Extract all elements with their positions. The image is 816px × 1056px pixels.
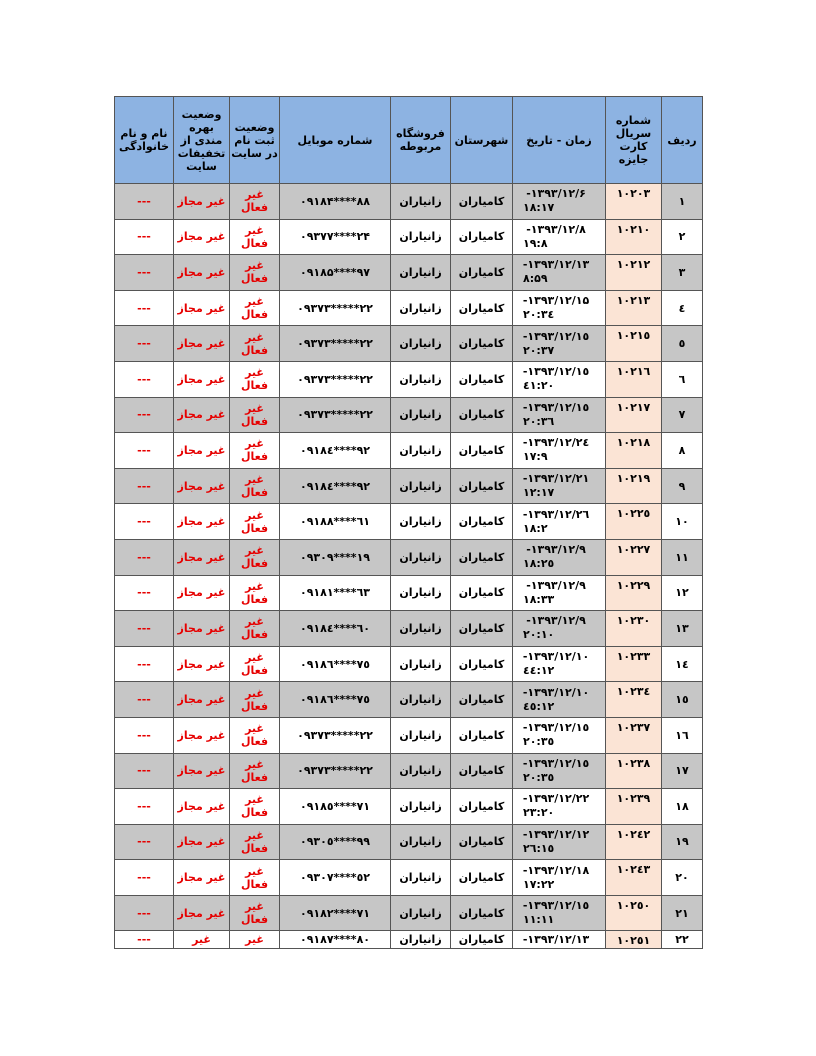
- store: زانیاران: [391, 539, 451, 575]
- discount-status: غیر مجاز: [174, 219, 230, 255]
- time: ۲۰:٤۱: [523, 379, 555, 393]
- discount-status: غیر مجاز: [174, 433, 230, 469]
- serial-number: ۱۰۲۱۰: [606, 219, 662, 255]
- serial-number: ۱۰۲۲٥: [606, 504, 662, 540]
- prize-card-table: [114, 96, 703, 949]
- date: ۱۳۹۳/۱۲/۱۵-: [522, 294, 590, 308]
- date-time: [513, 184, 606, 220]
- store: زانیاران: [391, 895, 451, 931]
- mobile-number: ۰۹۳۰۹****۱۹: [280, 539, 391, 575]
- mobile-number: ۰۹۳۷۳*****۲۲: [280, 397, 391, 433]
- row-number: ۱۰: [662, 504, 703, 540]
- full-name: ---: [115, 397, 174, 433]
- date: ۱۳۹۳/۱۲/۱۳-: [522, 932, 590, 946]
- table-row: [115, 789, 703, 825]
- row-number: ٦: [662, 361, 703, 397]
- serial-number: ۱۰۲٤۲: [606, 824, 662, 860]
- registration-status: غیر فعال: [230, 433, 280, 469]
- mobile-number: ۰۹۱۸٦****۷٥: [280, 646, 391, 682]
- header-discount-status: وضعیت بهره مندی از تخفیفات سایت: [174, 97, 230, 184]
- store: زانیاران: [391, 682, 451, 718]
- registration-status: غیر فعال: [230, 753, 280, 789]
- registration-status: غیر فعال: [230, 468, 280, 504]
- city: کامیاران: [451, 255, 513, 291]
- discount-status: غیر مجاز: [174, 326, 230, 362]
- table-row: [115, 397, 703, 433]
- header-registration-status: وضعیت ثبت نام در سایت: [230, 97, 280, 184]
- discount-status: غیر مجاز: [174, 290, 230, 326]
- table-row: [115, 326, 703, 362]
- table-row: [115, 468, 703, 504]
- time: ۲۳:۲۰: [523, 806, 555, 820]
- full-name: ---: [115, 504, 174, 540]
- store: زانیاران: [391, 255, 451, 291]
- table-row: [115, 433, 703, 469]
- time: ۲۰:۳٦: [523, 414, 555, 428]
- row-number: ۷: [662, 397, 703, 433]
- table-row: [115, 931, 703, 949]
- discount-status: غیر مجاز: [174, 860, 230, 896]
- date-time: [513, 824, 606, 860]
- date-time: [513, 682, 606, 718]
- city: کامیاران: [451, 397, 513, 433]
- serial-number: ۱۰۲٥۰: [606, 895, 662, 931]
- registration-status: غیر فعال: [230, 397, 280, 433]
- full-name: ---: [115, 860, 174, 896]
- date-time: [513, 575, 606, 611]
- mobile-number: ۰۹۱۸٤****۹۲: [280, 468, 391, 504]
- serial-number: ۱۰۲۳۳: [606, 646, 662, 682]
- header-row-number: ردیف: [662, 97, 703, 184]
- city: کامیاران: [451, 433, 513, 469]
- mobile-number: ۰۹۱۸۲****۷۱: [280, 895, 391, 931]
- row-number: ۱٦: [662, 717, 703, 753]
- registration-status: غیر فعال: [230, 682, 280, 718]
- date: ۱۳۹۳/۱۲/۱٥-: [522, 365, 590, 379]
- city: کامیاران: [451, 575, 513, 611]
- city: کامیاران: [451, 504, 513, 540]
- row-number: ۲۱: [662, 895, 703, 931]
- discount-status: غیر مجاز: [174, 397, 230, 433]
- discount-status: غیر: [174, 931, 230, 949]
- time: ۱۸:۲: [523, 521, 548, 535]
- table-row: [115, 539, 703, 575]
- discount-status: غیر مجاز: [174, 504, 230, 540]
- serial-number: ۱۰۲٤۳: [606, 860, 662, 896]
- registration-status: غیر فعال: [230, 575, 280, 611]
- full-name: ---: [115, 931, 174, 949]
- time: ۱٥:۲٦: [523, 841, 555, 855]
- registration-status: غیر فعال: [230, 219, 280, 255]
- full-name: ---: [115, 895, 174, 931]
- registration-status: غیر فعال: [230, 290, 280, 326]
- date-time: [513, 931, 606, 949]
- date: ۱۳۹۳/۱۲/۱۳-: [522, 258, 590, 272]
- date: ۱۳۹۳/۱۲/۱۰-: [522, 650, 590, 664]
- registration-status: غیر فعال: [230, 717, 280, 753]
- date: ۱۳۹۳/۱۲/۱۲-: [522, 827, 590, 841]
- discount-status: غیر مجاز: [174, 717, 230, 753]
- mobile-number: ۰۹۱۸۷****۸۰: [280, 931, 391, 949]
- date: ۱۳۹۳/۱۲/۲٤-: [522, 436, 590, 450]
- time: ۱۸:۳۳: [523, 592, 555, 606]
- discount-status: غیر مجاز: [174, 753, 230, 789]
- full-name: ---: [115, 433, 174, 469]
- discount-status: غیر مجاز: [174, 789, 230, 825]
- header-full-name: نام و نام خانوادگی: [115, 97, 174, 184]
- discount-status: غیر مجاز: [174, 824, 230, 860]
- table-row: [115, 575, 703, 611]
- date-time: [513, 255, 606, 291]
- table-row: [115, 860, 703, 896]
- date: ۱۳۹۳/۱۲/۱٥-: [522, 899, 590, 913]
- full-name: ---: [115, 575, 174, 611]
- date-time: [513, 753, 606, 789]
- store: زانیاران: [391, 753, 451, 789]
- full-name: ---: [115, 290, 174, 326]
- row-number: ٥: [662, 326, 703, 362]
- table-row: [115, 184, 703, 220]
- mobile-number: ۰۹۳۷۳*****۲۲: [280, 290, 391, 326]
- date: ۱۳۹۳/۱۲/۱٥-: [522, 721, 590, 735]
- discount-status: غیر مجاز: [174, 611, 230, 647]
- header-serial: شماره سریال کارت جایزه: [606, 97, 662, 184]
- city: کامیاران: [451, 219, 513, 255]
- time: ۱۷:۹: [523, 450, 548, 464]
- header-mobile: شماره موبایل: [280, 97, 391, 184]
- row-number: ۲: [662, 219, 703, 255]
- store: زانیاران: [391, 397, 451, 433]
- time: ۱۲:٤٥: [523, 699, 555, 713]
- discount-status: غیر مجاز: [174, 468, 230, 504]
- registration-status: غیر: [230, 931, 280, 949]
- table-row: [115, 753, 703, 789]
- full-name: ---: [115, 468, 174, 504]
- full-name: ---: [115, 255, 174, 291]
- date-time: [513, 468, 606, 504]
- full-name: ---: [115, 184, 174, 220]
- store: زانیاران: [391, 433, 451, 469]
- date: ۱۳۹۳/۱۲/۸-: [526, 222, 586, 236]
- city: کامیاران: [451, 682, 513, 718]
- date: ۱۳۹۳/۱۲/۲۲-: [522, 792, 590, 806]
- table-row: [115, 646, 703, 682]
- store: زانیاران: [391, 504, 451, 540]
- city: کامیاران: [451, 789, 513, 825]
- time: ۲۰:۳٤: [523, 308, 555, 322]
- store: زانیاران: [391, 824, 451, 860]
- discount-status: غیر مجاز: [174, 184, 230, 220]
- mobile-number: ۰۹۳۷۳*****۲۲: [280, 717, 391, 753]
- date-time: [513, 646, 606, 682]
- date: ۱۳۹۳/۱۲/۱٥-: [522, 400, 590, 414]
- mobile-number: ۰۹۳۷۷****۲۴: [280, 219, 391, 255]
- city: کامیاران: [451, 646, 513, 682]
- full-name: ---: [115, 682, 174, 718]
- full-name: ---: [115, 646, 174, 682]
- registration-status: غیر فعال: [230, 184, 280, 220]
- mobile-number: ۰۹۱۸۸****٦۱: [280, 504, 391, 540]
- table-row: [115, 895, 703, 931]
- mobile-number: ۰۹۱۸۵****۹۷: [280, 255, 391, 291]
- header-city: شهرستان: [451, 97, 513, 184]
- row-number: ۱۷: [662, 753, 703, 789]
- date: ۱۳۹۳/۱۲/۶-: [526, 187, 586, 201]
- city: کامیاران: [451, 611, 513, 647]
- mobile-number: ۰۹۱۸٦****٤۰: [280, 611, 391, 647]
- discount-status: غیر مجاز: [174, 646, 230, 682]
- store: زانیاران: [391, 717, 451, 753]
- full-name: ---: [115, 326, 174, 362]
- time: ۱۸:۱۷: [523, 201, 555, 215]
- date: ۱۳۹۳/۱۲/۹-: [526, 543, 586, 557]
- registration-status: غیر فعال: [230, 789, 280, 825]
- serial-number: ۱۰۲۱٥: [606, 326, 662, 362]
- mobile-number: ۰۹۳۷۳*****۲۲: [280, 326, 391, 362]
- row-number: ۱۳: [662, 611, 703, 647]
- city: کامیاران: [451, 539, 513, 575]
- store: زانیاران: [391, 931, 451, 949]
- serial-number: ۱۰۲۳۸: [606, 753, 662, 789]
- city: کامیاران: [451, 290, 513, 326]
- row-number: ۲۰: [662, 860, 703, 896]
- serial-number: ۱۰۲۳۷: [606, 717, 662, 753]
- discount-status: غیر مجاز: [174, 575, 230, 611]
- mobile-number: ۰۹۳۷۳*****۲۲: [280, 361, 391, 397]
- date-time: [513, 326, 606, 362]
- full-name: ---: [115, 789, 174, 825]
- date-time: [513, 433, 606, 469]
- store: زانیاران: [391, 326, 451, 362]
- registration-status: غیر فعال: [230, 824, 280, 860]
- date-time: [513, 539, 606, 575]
- full-name: ---: [115, 219, 174, 255]
- date: ۱۳۹۳/۱۲/۱۸-: [522, 863, 590, 877]
- table-row: [115, 611, 703, 647]
- city: کامیاران: [451, 717, 513, 753]
- mobile-number: ۰۹۳۰٥****۹۹: [280, 824, 391, 860]
- mobile-number: ۰۹۱۸٤****۹۲: [280, 433, 391, 469]
- time: ۱۱:۱۱: [523, 913, 555, 927]
- date-time: [513, 290, 606, 326]
- serial-number: ۱۰۲۱۹: [606, 468, 662, 504]
- time: ۲۰:۳۷: [523, 343, 555, 357]
- date-time: [513, 611, 606, 647]
- row-number: ۳: [662, 255, 703, 291]
- time: ۱۷:۲۲: [523, 877, 555, 891]
- row-number: ٤: [662, 290, 703, 326]
- serial-number: ۱۰۲۱۸: [606, 433, 662, 469]
- serial-number: ۱۰۲۱۳: [606, 290, 662, 326]
- full-name: ---: [115, 361, 174, 397]
- row-number: ۱۸: [662, 789, 703, 825]
- registration-status: غیر فعال: [230, 255, 280, 291]
- date-time: [513, 397, 606, 433]
- city: کامیاران: [451, 184, 513, 220]
- city: کامیاران: [451, 468, 513, 504]
- table-row: [115, 219, 703, 255]
- serial-number: ۱۰۲۲۹: [606, 575, 662, 611]
- city: کامیاران: [451, 361, 513, 397]
- discount-status: غیر مجاز: [174, 682, 230, 718]
- store: زانیاران: [391, 219, 451, 255]
- city: کامیاران: [451, 753, 513, 789]
- city: کامیاران: [451, 860, 513, 896]
- city: کامیاران: [451, 824, 513, 860]
- serial-number: ۱۰۲۱۲: [606, 255, 662, 291]
- time: ۱۲:٤٤: [523, 664, 555, 678]
- store: زانیاران: [391, 290, 451, 326]
- row-number: ۹: [662, 468, 703, 504]
- registration-status: غیر فعال: [230, 611, 280, 647]
- row-number: ۱٤: [662, 646, 703, 682]
- date-time: [513, 219, 606, 255]
- serial-number: ۱۰۲۳۰: [606, 611, 662, 647]
- table-row: [115, 255, 703, 291]
- mobile-number: ۰۹۱۸٥****۷۱: [280, 789, 391, 825]
- table-row: [115, 824, 703, 860]
- store: زانیاران: [391, 361, 451, 397]
- time: ۲۰:۱۰: [523, 628, 555, 642]
- table-row: [115, 361, 703, 397]
- full-name: ---: [115, 753, 174, 789]
- table-row: [115, 290, 703, 326]
- serial-number: ۱۰۲٥۱: [606, 931, 662, 949]
- row-number: ۱٥: [662, 682, 703, 718]
- mobile-number: ۰۹۱۸۱****٦۳: [280, 575, 391, 611]
- time: ۱۸:۲٥: [523, 557, 555, 571]
- time: ۸:۵۹: [523, 272, 548, 286]
- header-datetime: زمان - تاریخ: [513, 97, 606, 184]
- store: زانیاران: [391, 860, 451, 896]
- date-time: [513, 361, 606, 397]
- time: ۱۲:۱۷: [523, 486, 555, 500]
- date: ۱۳۹۳/۱۲/۱۰-: [522, 685, 590, 699]
- table-row: [115, 717, 703, 753]
- date: ۱۳۹۳/۱۲/۲۱-: [522, 472, 590, 486]
- date-time: [513, 789, 606, 825]
- mobile-number: ۰۹۱۸۴****۸۸: [280, 184, 391, 220]
- mobile-number: ۰۹۳۰۷****٥۲: [280, 860, 391, 896]
- header-store: فروشگاه مربوطه: [391, 97, 451, 184]
- row-number: ۱۲: [662, 575, 703, 611]
- row-number: ۲۲: [662, 931, 703, 949]
- registration-status: غیر فعال: [230, 326, 280, 362]
- serial-number: ۱۰۲۰۳: [606, 184, 662, 220]
- date: ۱۳۹۳/۱۲/۱٥-: [522, 756, 590, 770]
- full-name: ---: [115, 824, 174, 860]
- serial-number: ۱۰۲۳٤: [606, 682, 662, 718]
- store: زانیاران: [391, 468, 451, 504]
- date-time: [513, 895, 606, 931]
- serial-number: ۱۰۲۱٦: [606, 361, 662, 397]
- store: زانیاران: [391, 575, 451, 611]
- registration-status: غیر فعال: [230, 646, 280, 682]
- city: کامیاران: [451, 326, 513, 362]
- discount-status: غیر مجاز: [174, 361, 230, 397]
- date-time: [513, 717, 606, 753]
- mobile-number: ۰۹۳۷۳*****۲۲: [280, 753, 391, 789]
- time: ۲۰:۳٥: [523, 770, 555, 784]
- row-number: ۱۹: [662, 824, 703, 860]
- date: ۱۳۹۳/۱۲/۲٦-: [522, 507, 590, 521]
- registration-status: غیر فعال: [230, 860, 280, 896]
- full-name: ---: [115, 717, 174, 753]
- mobile-number: ۰۹۱۸٦****۷٥: [280, 682, 391, 718]
- row-number: ۱۱: [662, 539, 703, 575]
- full-name: ---: [115, 539, 174, 575]
- row-number: ۱: [662, 184, 703, 220]
- city: کامیاران: [451, 895, 513, 931]
- discount-status: غیر مجاز: [174, 895, 230, 931]
- serial-number: ۱۰۲۲۷: [606, 539, 662, 575]
- table-row: [115, 682, 703, 718]
- store: زانیاران: [391, 789, 451, 825]
- date: ۱۳۹۳/۱۲/۱٥-: [522, 329, 590, 343]
- city: کامیاران: [451, 931, 513, 949]
- table-header-row: [115, 97, 703, 184]
- registration-status: غیر فعال: [230, 361, 280, 397]
- store: زانیاران: [391, 646, 451, 682]
- date: ۱۳۹۳/۱۲/۹-: [526, 614, 586, 628]
- registration-status: غیر فعال: [230, 895, 280, 931]
- date-time: [513, 504, 606, 540]
- registration-status: غیر فعال: [230, 539, 280, 575]
- full-name: ---: [115, 611, 174, 647]
- store: زانیاران: [391, 184, 451, 220]
- row-number: ۸: [662, 433, 703, 469]
- time: ۱۹:۸: [523, 236, 548, 250]
- table-row: [115, 504, 703, 540]
- serial-number: ۱۰۲۳۹: [606, 789, 662, 825]
- date: ۱۳۹۳/۱۲/۹-: [526, 578, 586, 592]
- date-time: [513, 860, 606, 896]
- discount-status: غیر مجاز: [174, 255, 230, 291]
- discount-status: غیر مجاز: [174, 539, 230, 575]
- serial-number: ۱۰۲۱۷: [606, 397, 662, 433]
- time: ۲۰:۳٥: [523, 735, 555, 749]
- table-body: [115, 184, 703, 949]
- store: زانیاران: [391, 611, 451, 647]
- registration-status: غیر فعال: [230, 504, 280, 540]
